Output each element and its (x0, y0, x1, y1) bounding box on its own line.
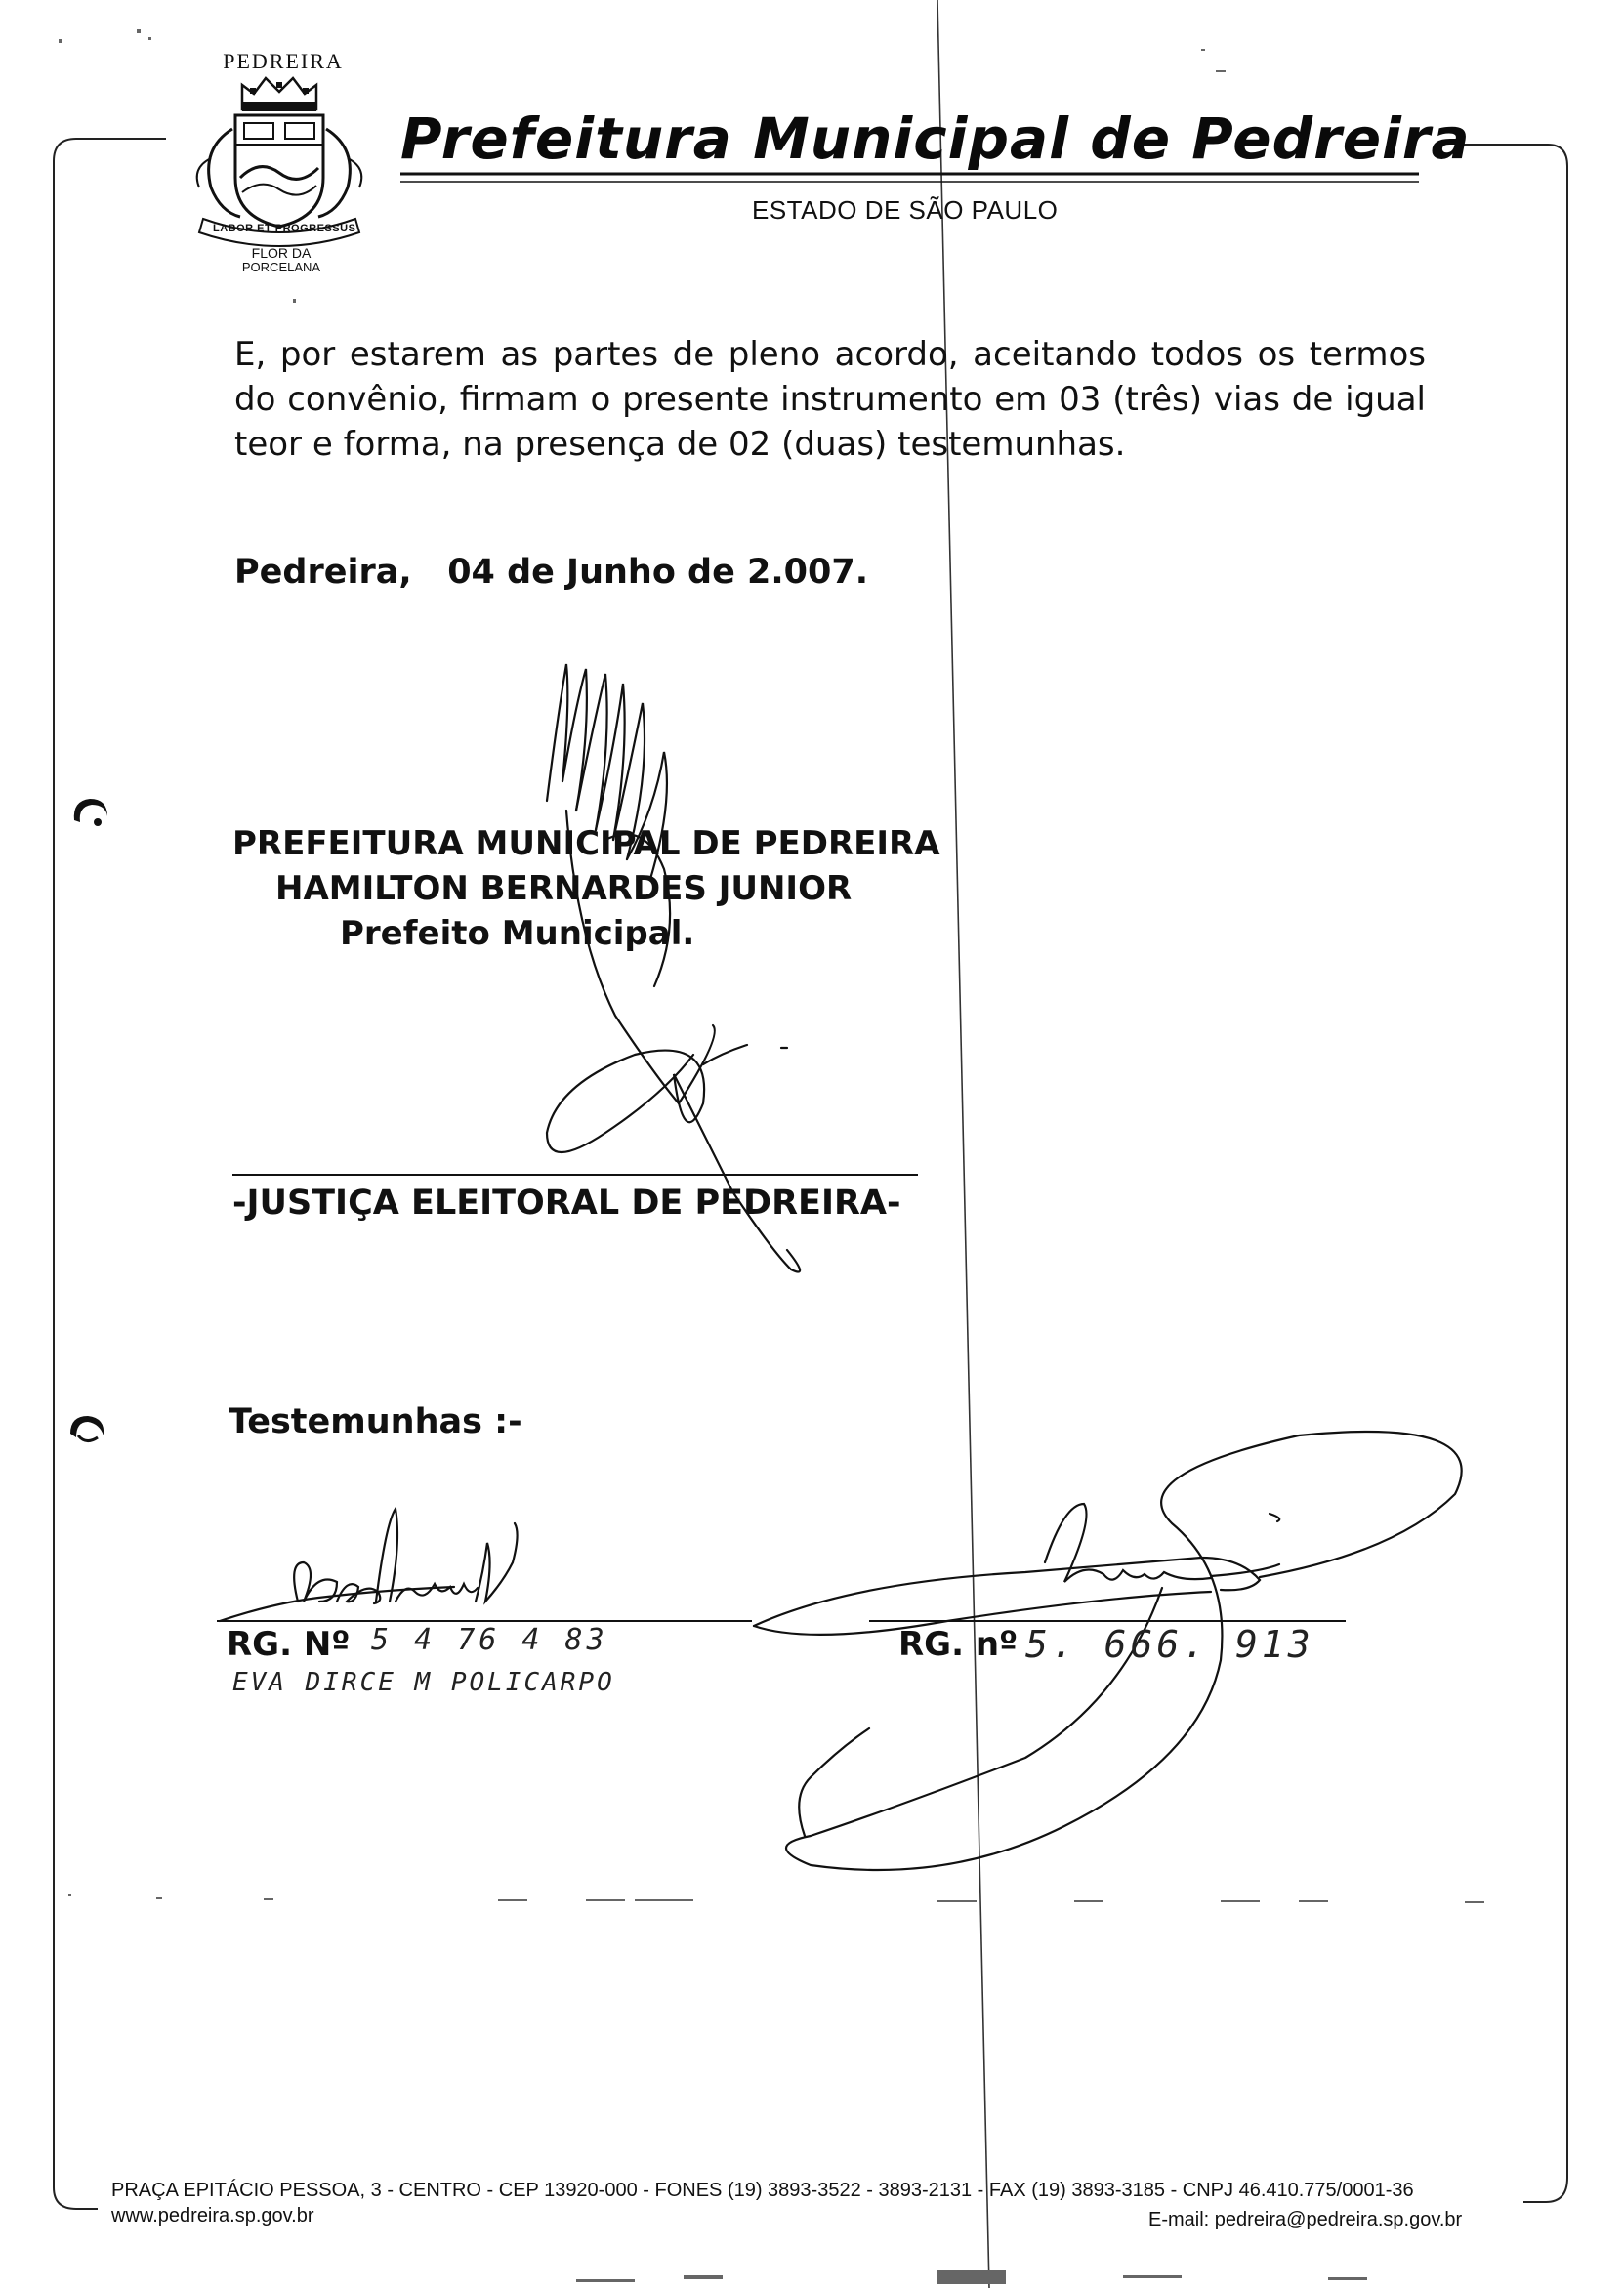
witness2-rg-number: 5. 666. 913 (1025, 1623, 1314, 1666)
counterparty-entity: -JUSTIÇA ELEITORAL DE PEDREIRA- (232, 1184, 901, 1223)
agreement-paragraph: E, por estarem as partes de pleno acordo, aceitando todos os termos do convênio, firmam o presente instrumento em 03 (três) vias de igual teor e forma, na presença de 02 (duas) testemunhas. (234, 335, 1426, 464)
punch-hole-icon (64, 1410, 107, 1453)
witness1-signature-image (210, 1504, 601, 1631)
signatory-entity: PREFEITURA MUNICIPAL DE PEDREIRA (232, 824, 940, 863)
punch-hole-icon (68, 793, 111, 836)
place-and-date (234, 553, 868, 592)
footer-website: www.pedreira.sp.gov.br (111, 2205, 314, 2226)
place: Pedreira, (234, 553, 412, 592)
state-name: ESTADO DE SÃO PAULO (752, 195, 1059, 225)
witness1-rg-label: RG. Nº (227, 1625, 351, 1664)
witnesses-heading: Testemunhas :- (229, 1402, 522, 1441)
organization-name: Prefeitura Municipal de Pedreira (400, 105, 1471, 172)
seal-caption-line1: FLOR DA (251, 245, 312, 261)
seal-caption-line2: PORCELANA (241, 260, 321, 274)
witness1-handwritten-name: EVA DIRCE M POLICARPO (232, 1668, 615, 1697)
signatory-role: Prefeito Municipal. (340, 914, 695, 953)
witness1-rg-number: 5 4 76 4 83 (371, 1623, 608, 1657)
seal-top-text: PEDREIRA (223, 49, 344, 73)
signatory-name: HAMILTON BERNARDES JUNIOR (275, 869, 853, 908)
seal-motto: LABOR ET PROGRESSUS (213, 223, 356, 234)
date: 04 de Junho de 2.007. (447, 553, 869, 592)
footer-address: PRAÇA EPITÁCIO PESSOA, 3 - CENTRO - CEP 13920-000 - FONES (19) 3893-3522 - 3893-2131 - FAX (19) 3893-3185 - CNPJ 46.410.775/0001-36 (111, 2180, 1414, 2201)
footer-email: E-mail: pedreira@pedreira.sp.gov.br (1148, 2209, 1463, 2230)
witness2-rg-label: RG. nº (898, 1625, 1019, 1664)
